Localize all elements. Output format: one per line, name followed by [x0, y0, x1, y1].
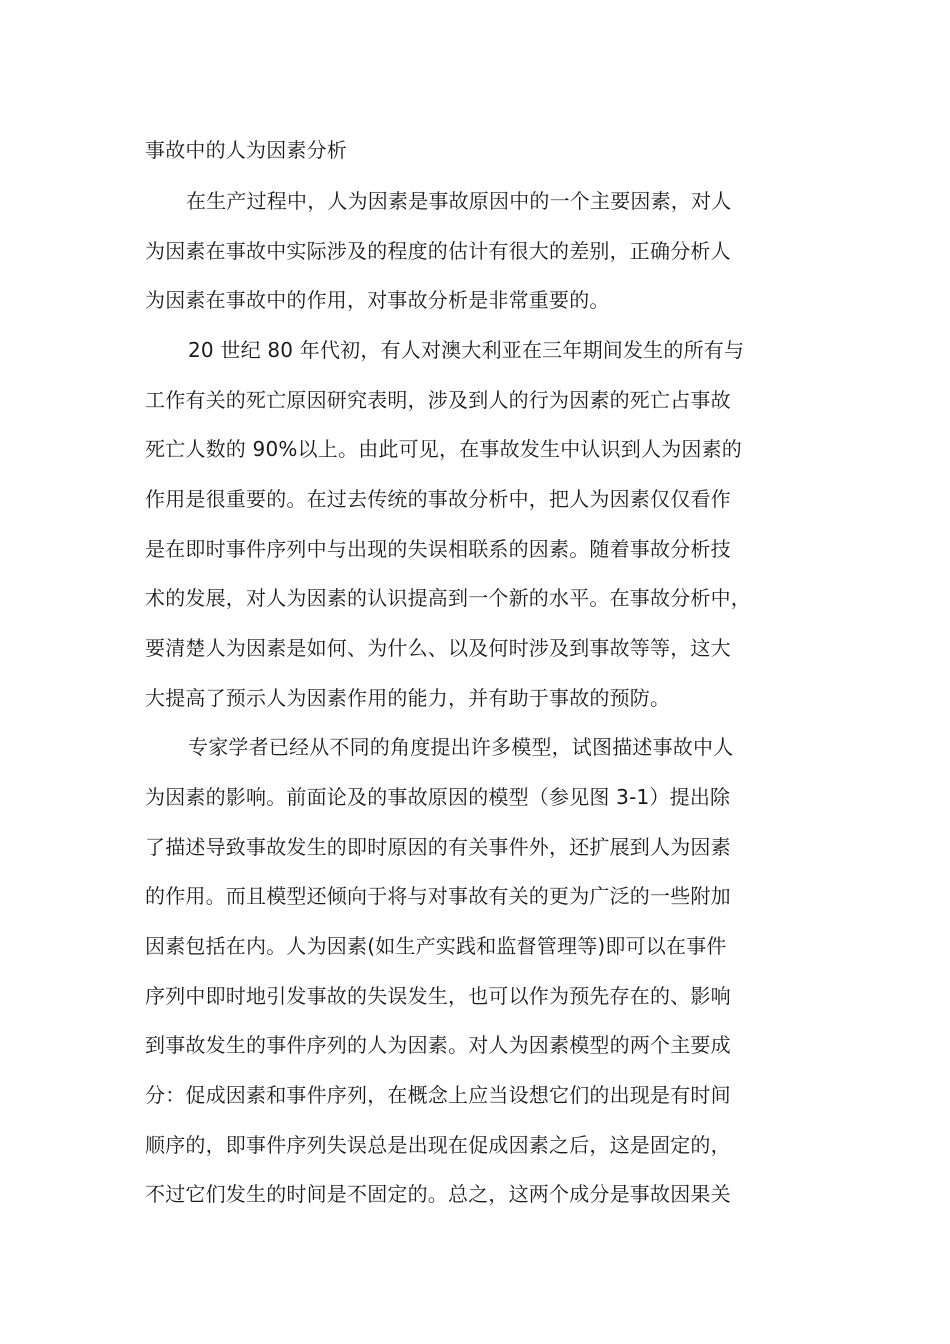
- paragraph-line: 在生产过程中，人为因素是事故原因中的一个主要因素，对人: [186, 189, 732, 213]
- paragraph-line: 术的发展，对人为因素的认识提高到一个新的水平。在事故分析中，: [145, 586, 751, 610]
- paragraph-line: 分：促成因素和事件序列，在概念上应当设想它们的出现是有时间: [145, 1083, 731, 1107]
- paragraph-line: 大提高了预示人为因素作用的能力，并有助于事故的预防。: [145, 686, 671, 710]
- paragraph-line: 因素包括在内。人为因素(如生产实践和监督管理等)即可以在事件: [145, 934, 727, 958]
- paragraph-line: 了描述导致事故发生的即时原因的有关事件外，还扩展到人为因素: [145, 835, 731, 859]
- paragraph-line: 20 世纪 80 年代初，有人对澳大利亚在三年期间发生的所有与: [188, 338, 745, 362]
- paragraph-line: 顺序的，即事件序列失误总是出现在促成因素之后，这是固定的，: [145, 1133, 731, 1157]
- paragraph-line: 到事故发生的事件序列的人为因素。对人为因素模型的两个主要成: [145, 1033, 731, 1057]
- paragraph-line: 专家学者已经从不同的角度提出许多模型，试图描述事故中人: [188, 735, 734, 759]
- paragraph-line: 序列中即时地引发事故的失误发生，也可以作为预先存在的、影响: [145, 984, 731, 1008]
- paragraph-line: 要清楚人为因素是如何、为什么、以及何时涉及到事故等等，这大: [145, 636, 731, 660]
- paragraph-line: 死亡人数的 90%以上。由此可见，在事故发生中认识到人为因素的: [145, 437, 743, 461]
- paragraph-line: 为因素在事故中实际涉及的程度的估计有很大的差别，正确分析人: [145, 239, 731, 263]
- paragraph-line: 不过它们发生的时间是不固定的。总之，这两个成分是事故因果关: [145, 1182, 731, 1206]
- paragraph-line: 工作有关的死亡原因研究表明，涉及到人的行为因素的死亡占事故: [145, 388, 731, 412]
- paragraph-line: 为因素在事故中的作用，对事故分析是非常重要的。: [145, 288, 610, 312]
- document-title: 事故中的人为因素分析: [145, 138, 347, 162]
- paragraph-line: 为因素的影响。前面论及的事故原因的模型（参见图 3-1）提出除: [145, 785, 731, 809]
- paragraph-line: 作用是很重要的。在过去传统的事故分析中，把人为因素仅仅看作: [145, 487, 731, 511]
- paragraph-line: 的作用。而且模型还倾向于将与对事故有关的更为广泛的一些附加: [145, 884, 731, 908]
- paragraph-line: 是在即时事件序列中与出现的失误相联系的因素。随着事故分析技: [145, 537, 731, 561]
